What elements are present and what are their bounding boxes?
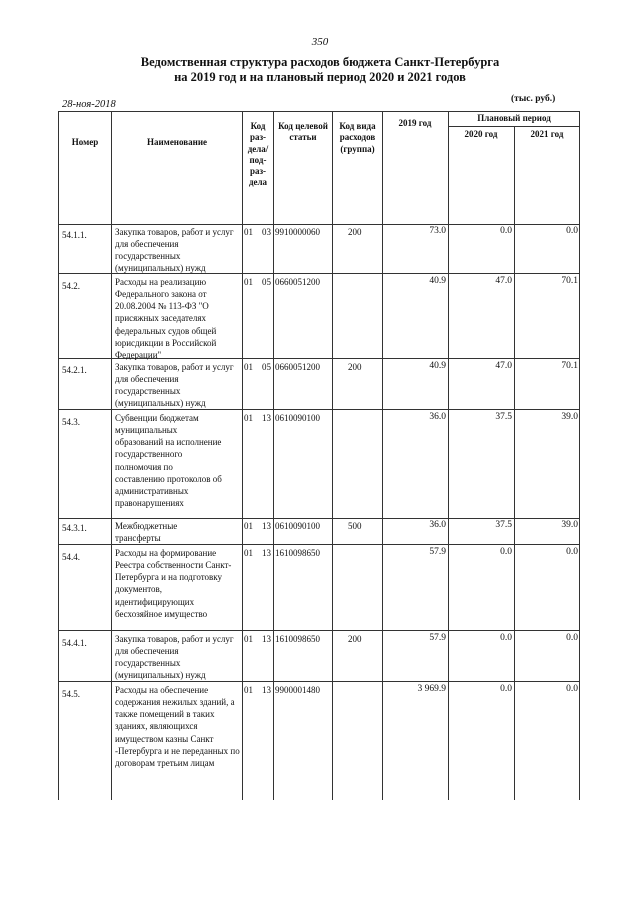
header-number: Номер [71,137,99,147]
row-value-2021: 0.0 [566,684,578,694]
header-section: Код раз- дела/ под- раз- дела [247,121,269,188]
row-value-2021: 0.0 [566,547,578,557]
col-divider-article [273,111,274,800]
row-value-2020: 47.0 [495,361,512,371]
row-type: 500 [348,521,362,531]
row-value-2020: 0.0 [500,684,512,694]
row-article: 1610098650 [275,548,320,558]
header-article: Код целевой статьи [278,121,328,143]
table-right-border [579,111,580,800]
page-number: 350 [311,36,329,48]
row-subsection: 13 [262,634,271,644]
row-article: 9910000060 [275,227,320,237]
row-value-2020: 37.5 [495,520,512,530]
row-value-2020: 47.0 [495,276,512,286]
header-name: Наименование [147,137,207,147]
col-divider-section [242,111,243,800]
row-name: Субвенции бюджетам муниципальных образований на исполнение государственного полномочия по составлению протоколов об административных правонарушениях [115,413,222,508]
row-value-2020: 0.0 [500,547,512,557]
row-value-2019: 73.0 [429,226,446,236]
row-section: 01 [244,521,253,531]
row-value-2021: 39.0 [561,520,578,530]
row-section: 01 [244,277,253,287]
col-divider-name [111,111,112,800]
row-subsection: 05 [262,362,271,372]
table-top-border [58,111,580,112]
row-separator [58,630,580,631]
row-value-2020: 37.5 [495,412,512,422]
row-value-2021: 70.1 [561,276,578,286]
units-label: (тыс. руб.) [511,94,556,104]
row-name: Закупка товаров, работ и услуг для обеспечения государственных (муниципальных) нужд [115,362,234,409]
row-separator [58,518,580,519]
row-subsection: 03 [262,227,271,237]
row-value-2019: 40.9 [429,361,446,371]
row-name: Межбюджетные трансферты [115,521,178,544]
row-subsection: 13 [262,548,271,558]
document-title-line2: на 2019 год и на плановый период 2020 и 2021 годов [174,70,466,84]
row-value-2019: 3 969.9 [417,684,446,694]
row-section: 01 [244,227,253,237]
row-section: 01 [244,362,253,372]
row-article: 1610098650 [275,634,320,644]
document-date: 28-ноя-2018 [62,99,116,110]
row-article: 0610090100 [275,521,320,531]
row-number: 54.5. [62,689,80,699]
row-number: 54.2.1. [62,365,87,375]
row-value-2019: 57.9 [429,633,446,643]
row-subsection: 13 [262,413,271,423]
header-bottom-border [58,224,580,225]
row-name: Расходы на реализацию Федерального закона от 20.08.2004 № 113-ФЗ "О присяжных заседателях федеральных судов общей юрисдикции в Российской Федерации" [115,277,217,360]
row-type: 200 [348,634,362,644]
row-article: 0610090100 [275,413,320,423]
row-subsection: 05 [262,277,271,287]
row-article: 0660051200 [275,277,320,287]
row-section: 01 [244,685,253,695]
row-value-2021: 70.1 [561,361,578,371]
row-value-2020: 0.0 [500,633,512,643]
row-value-2021: 0.0 [566,226,578,236]
row-value-2021: 0.0 [566,633,578,643]
row-section: 01 [244,634,253,644]
row-number: 54.4. [62,552,80,562]
header-2021: 2021 год [530,129,564,139]
row-type: 200 [348,227,362,237]
row-number: 54.3.1. [62,523,87,533]
row-article: 0660051200 [275,362,320,372]
row-number: 54.2. [62,281,80,291]
row-subsection: 13 [262,521,271,531]
row-subsection: 13 [262,685,271,695]
row-name: Закупка товаров, работ и услуг для обеспечения государственных (муниципальных) нужд [115,227,234,274]
col-divider-2019 [382,111,383,800]
row-section: 01 [244,413,253,423]
header-2019: 2019 год [398,118,432,128]
row-type: 200 [348,362,362,372]
row-value-2019: 57.9 [429,547,446,557]
row-value-2020: 0.0 [500,226,512,236]
row-value-2019: 40.9 [429,276,446,286]
row-value-2019: 36.0 [429,412,446,422]
row-name: Закупка товаров, работ и услуг для обеспечения государственных (муниципальных) нужд [115,634,234,681]
row-number: 54.3. [62,417,80,427]
header-type: Код вида расходов (группа) [339,121,376,154]
row-value-2019: 36.0 [429,520,446,530]
row-name: Расходы на формирование Реестра собственности Санкт-Петербурга и на подготовку документов, идентифицирующих бесхозяйное имущество [115,548,232,619]
header-2020: 2020 год [464,129,498,139]
row-number: 54.1.1. [62,230,87,240]
row-name: Расходы на обеспечение содержания нежилых зданий, а также помещений в таких зданиях, являющихся имуществом казны Санкт -Петербурга и не переданных по договорам третьим лицам [115,685,240,768]
document-title-line1: Ведомственная структура расходов бюджета Санкт-Петербурга [140,55,500,69]
col-divider-2021 [514,126,515,800]
col-divider-2020 [448,111,449,800]
header-plan-period: Плановый период [477,113,551,123]
row-article: 9900001480 [275,685,320,695]
table-left-border [58,111,59,800]
row-number: 54.4.1. [62,638,87,648]
row-value-2021: 39.0 [561,412,578,422]
col-divider-type [332,111,333,800]
row-section: 01 [244,548,253,558]
